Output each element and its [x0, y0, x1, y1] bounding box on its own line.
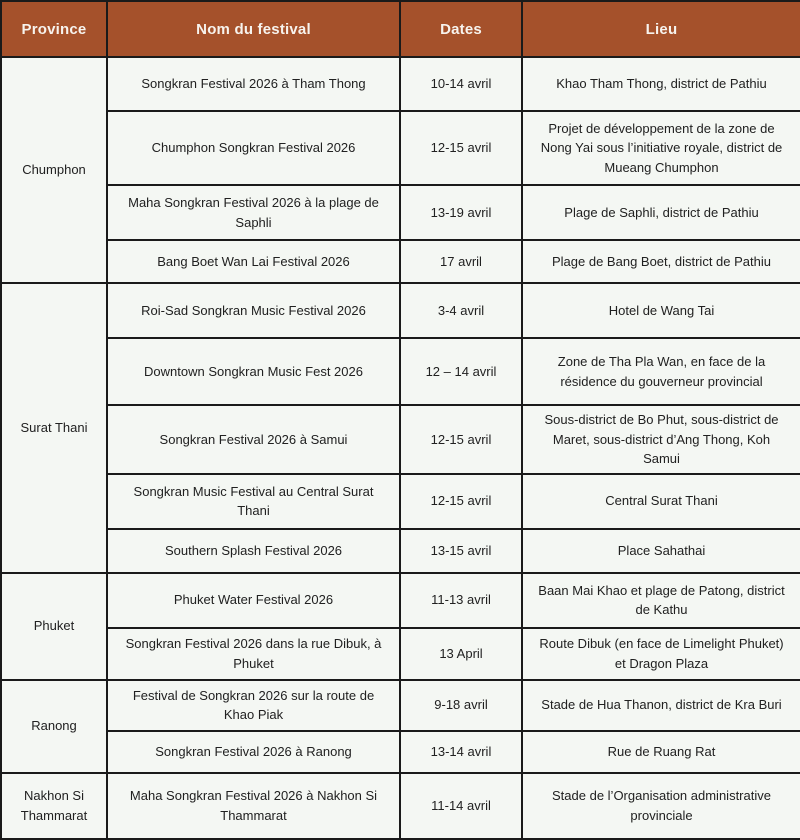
dates-cell: 12-15 avril — [400, 474, 522, 529]
table-row — [1, 338, 800, 405]
dates-cell: 3-4 avril — [400, 283, 522, 338]
dates-cell: 17 avril — [400, 240, 522, 283]
festival-name-cell: Songkran Music Festival au Central Surat Thani — [107, 474, 400, 529]
festival-name-cell: Roi-Sad Songkran Music Festival 2026 — [107, 283, 400, 338]
header-cell-location: Lieu — [522, 1, 800, 57]
header-cell-province: Province — [1, 1, 107, 57]
dates-cell: 13-15 avril — [400, 529, 522, 573]
location-cell: Khao Tham Thong, district de Pathiu — [522, 57, 800, 111]
location-cell: Route Dibuk (en face de Limelight Phuket) et Dragon Plaza — [522, 628, 800, 680]
festival-name-cell: Chumphon Songkran Festival 2026 — [107, 111, 400, 185]
header-cell-dates: Dates — [400, 1, 522, 57]
dates-cell: 13-14 avril — [400, 731, 522, 773]
header-row — [1, 1, 800, 57]
location-cell: Central Surat Thani — [522, 474, 800, 529]
table-row — [1, 731, 800, 773]
table-row — [1, 405, 800, 474]
table-row — [1, 680, 800, 731]
festival-name-cell: Songkran Festival 2026 à Samui — [107, 405, 400, 474]
dates-cell: 9-18 avril — [400, 680, 522, 731]
table-row — [1, 240, 800, 283]
location-cell: Stade de Hua Thanon, district de Kra Buri — [522, 680, 800, 731]
table-row — [1, 111, 800, 185]
location-cell: Place Sahathai — [522, 529, 800, 573]
table-row — [1, 529, 800, 573]
table-row — [1, 773, 800, 839]
festival-name-cell: Songkran Festival 2026 à Ranong — [107, 731, 400, 773]
festival-name-cell: Southern Splash Festival 2026 — [107, 529, 400, 573]
dates-cell: 10-14 avril — [400, 57, 522, 111]
festival-name-cell: Downtown Songkran Music Fest 2026 — [107, 338, 400, 405]
table-row — [1, 57, 800, 111]
table-row — [1, 573, 800, 628]
table-row — [1, 185, 800, 240]
festival-name-cell: Songkran Festival 2026 à Tham Thong — [107, 57, 400, 111]
location-cell: Baan Mai Khao et plage de Patong, district de Kathu — [522, 573, 800, 628]
festival-name-cell: Phuket Water Festival 2026 — [107, 573, 400, 628]
location-cell: Plage de Bang Boet, district de Pathiu — [522, 240, 800, 283]
location-cell: Projet de développement de la zone de Nong Yai sous l’initiative royale, district de Mueang Chumphon — [522, 111, 800, 185]
province-cell-surat-thani: Surat Thani — [1, 283, 107, 573]
dates-cell: 13-19 avril — [400, 185, 522, 240]
header-cell-festival-name: Nom du festival — [107, 1, 400, 57]
location-cell: Zone de Tha Pla Wan, en face de la résidence du gouverneur provincial — [522, 338, 800, 405]
province-cell-nakhon-si-thammarat: Nakhon Si Thammarat — [1, 773, 107, 839]
table-row — [1, 474, 800, 529]
festival-name-cell: Maha Songkran Festival 2026 à la plage de Saphli — [107, 185, 400, 240]
dates-cell: 11-14 avril — [400, 773, 522, 839]
table-row — [1, 283, 800, 338]
province-cell-ranong: Ranong — [1, 680, 107, 773]
festival-name-cell: Bang Boet Wan Lai Festival 2026 — [107, 240, 400, 283]
location-cell: Sous-district de Bo Phut, sous-district de Maret, sous-district d’Ang Thong, Koh Samui — [522, 405, 800, 474]
dates-cell: 13 April — [400, 628, 522, 680]
province-cell-chumphon: Chumphon — [1, 57, 107, 283]
location-cell: Hotel de Wang Tai — [522, 283, 800, 338]
location-cell: Rue de Ruang Rat — [522, 731, 800, 773]
table-row — [1, 628, 800, 680]
festival-name-cell: Festival de Songkran 2026 sur la route de Khao Piak — [107, 680, 400, 731]
location-cell: Plage de Saphli, district de Pathiu — [522, 185, 800, 240]
location-cell: Stade de l’Organisation administrative provinciale — [522, 773, 800, 839]
dates-cell: 12-15 avril — [400, 405, 522, 474]
province-cell-phuket: Phuket — [1, 573, 107, 680]
dates-cell: 11-13 avril — [400, 573, 522, 628]
dates-cell: 12-15 avril — [400, 111, 522, 185]
festival-name-cell: Songkran Festival 2026 dans la rue Dibuk, à Phuket — [107, 628, 400, 680]
festival-name-cell: Maha Songkran Festival 2026 à Nakhon Si Thammarat — [107, 773, 400, 839]
dates-cell: 12 – 14 avril — [400, 338, 522, 405]
